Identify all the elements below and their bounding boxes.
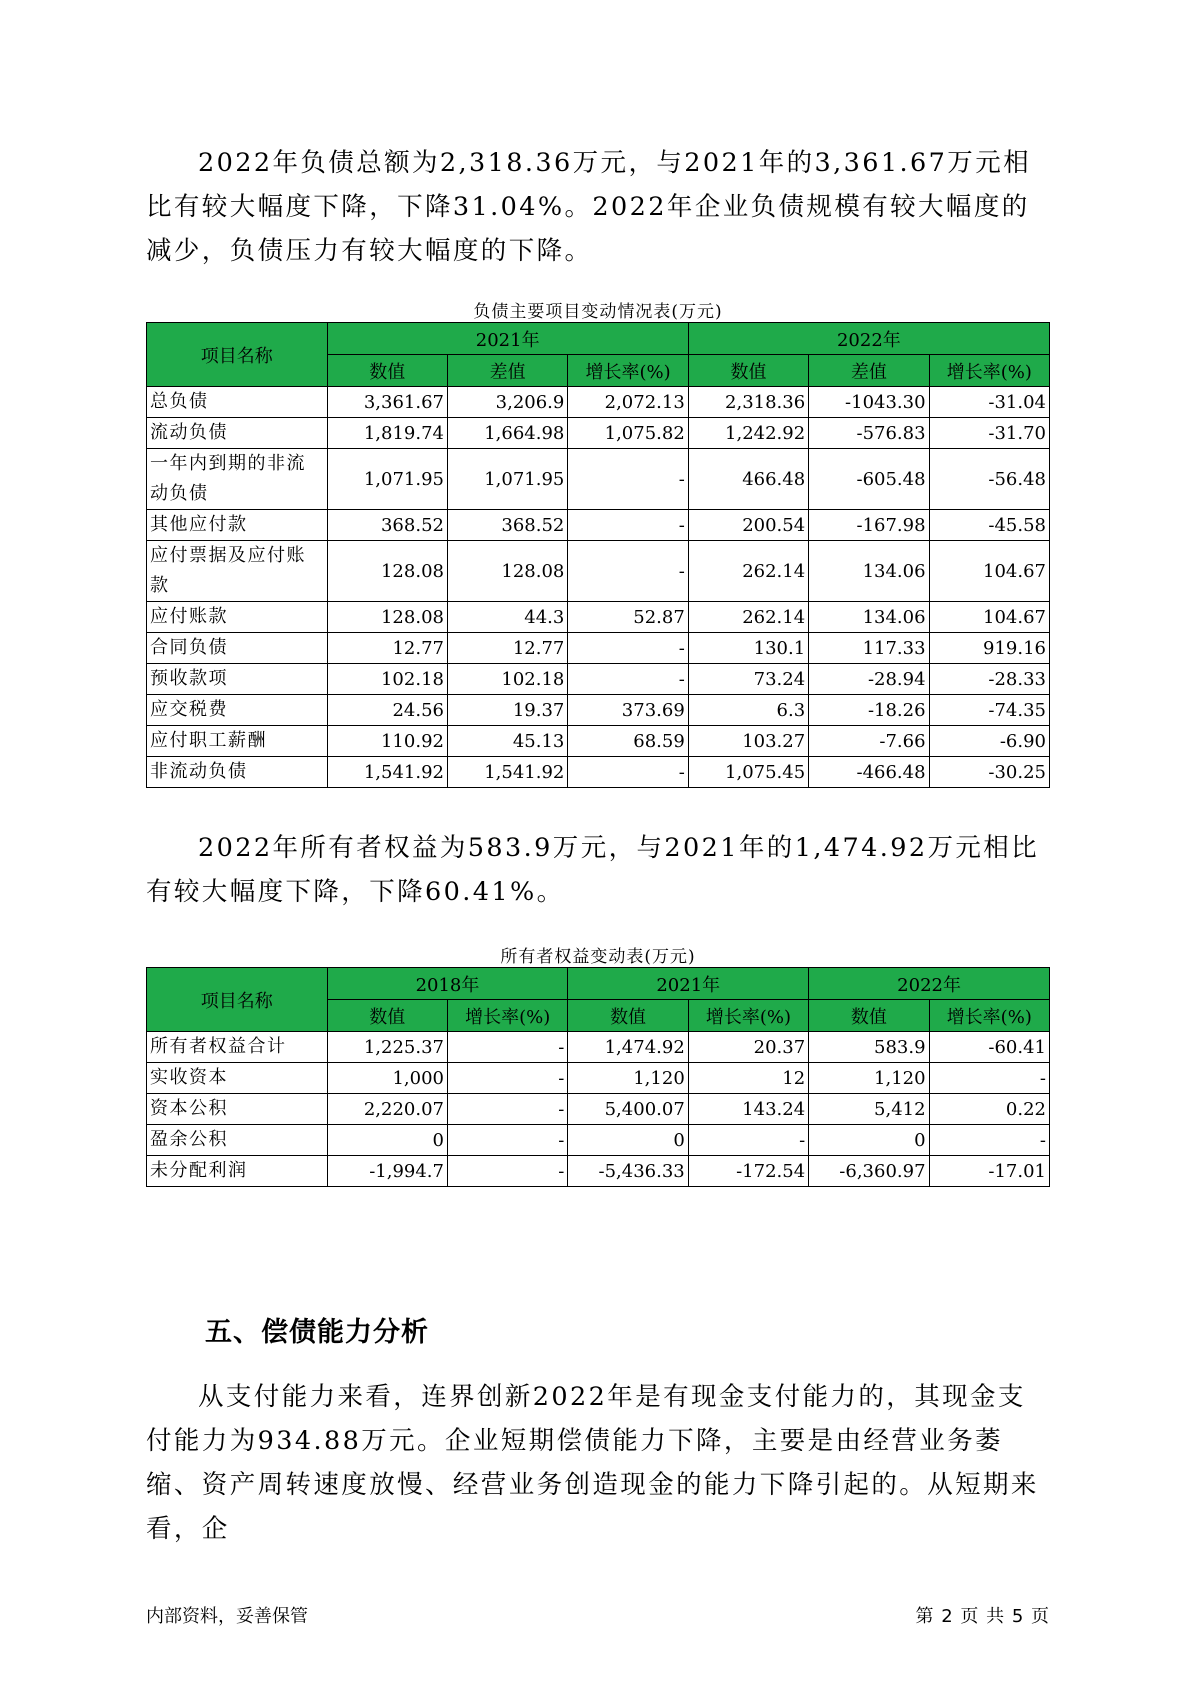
table-cell: 0	[327, 1125, 447, 1156]
table-cell: 1,075.82	[568, 418, 688, 449]
table-cell: -	[568, 541, 688, 602]
row-label: 其他应付款	[147, 510, 328, 541]
value-column-header: 数值	[327, 1000, 447, 1032]
table-row	[147, 541, 1050, 602]
value-column-header: 数值	[809, 1000, 929, 1032]
table-cell: 1,120	[568, 1063, 688, 1094]
table-cell: 12.77	[327, 633, 447, 664]
table-row	[147, 1063, 1050, 1094]
row-label: 总负债	[147, 387, 328, 418]
year-header: 2018年	[327, 968, 568, 1000]
liability-table	[146, 322, 1050, 788]
row-label: 合同负债	[147, 633, 328, 664]
table-cell: 373.69	[568, 695, 688, 726]
table-cell: -17.01	[929, 1156, 1049, 1187]
value-column-header: 数值	[327, 355, 447, 387]
table-cell: -56.48	[929, 449, 1049, 510]
item-name-header: 项目名称	[147, 968, 328, 1032]
table-cell: 12	[688, 1063, 808, 1094]
table-cell: -	[568, 449, 688, 510]
table-cell: 134.06	[809, 541, 929, 602]
table-cell: 143.24	[688, 1094, 808, 1125]
table-cell: 6.3	[688, 695, 808, 726]
table-cell: 368.52	[447, 510, 567, 541]
row-label: 资本公积	[147, 1094, 328, 1125]
table-cell: 110.92	[327, 726, 447, 757]
table-cell: -31.70	[929, 418, 1049, 449]
footer-page-number: 第 2 页 共 5 页	[915, 1606, 1050, 1627]
table-cell: 1,541.92	[447, 757, 567, 788]
table-cell: -466.48	[809, 757, 929, 788]
table-cell: -	[447, 1063, 567, 1094]
table-cell: 5,412	[809, 1094, 929, 1125]
growth-column-header: 增长率(%)	[568, 355, 688, 387]
table-cell: -60.41	[929, 1032, 1049, 1063]
table-cell: 466.48	[688, 449, 808, 510]
table-cell: 0	[568, 1125, 688, 1156]
growth-column-header: 增长率(%)	[688, 1000, 808, 1032]
table-cell: -576.83	[809, 418, 929, 449]
row-label: 应付票据及应付账款	[147, 541, 328, 602]
table-cell: 3,206.9	[447, 387, 567, 418]
table-cell: -45.58	[929, 510, 1049, 541]
table-cell: -74.35	[929, 695, 1049, 726]
table-row	[147, 387, 1050, 418]
table-cell: 5,400.07	[568, 1094, 688, 1125]
table-cell: -	[568, 664, 688, 695]
table-cell: 128.08	[447, 541, 567, 602]
solvency-paragraph: 从支付能力来看，连界创新2022年是有现金支付能力的，其现金支付能力为934.88万元。企业短期偿债能力下降，主要是由经营业务萎缩、资产周转速度放慢、经营业务创造现金的能力下降引起的。从短期来看，企	[146, 1382, 1039, 1544]
table-cell: -7.66	[809, 726, 929, 757]
table-cell: -	[568, 757, 688, 788]
table-cell: -1043.30	[809, 387, 929, 418]
table-cell: 583.9	[809, 1032, 929, 1063]
growth-column-header: 增长率(%)	[447, 1000, 567, 1032]
equity-summary-paragraph: 2022年所有者权益为583.9万元，与2021年的1,474.92万元相比有较大幅度下降，下降60.41%。	[146, 833, 1040, 907]
table-cell: 134.06	[809, 602, 929, 633]
year-header: 2021年	[327, 323, 688, 355]
row-label: 一年内到期的非流动负债	[147, 449, 328, 510]
table-row	[147, 633, 1050, 664]
table-cell: 128.08	[327, 541, 447, 602]
table-cell: 73.24	[688, 664, 808, 695]
table-cell: 0	[809, 1125, 929, 1156]
table-cell: -28.94	[809, 664, 929, 695]
table-cell: 44.3	[447, 602, 567, 633]
table-row	[147, 1032, 1050, 1063]
table-cell: -30.25	[929, 757, 1049, 788]
table-cell: 0.22	[929, 1094, 1049, 1125]
table-cell: 103.27	[688, 726, 808, 757]
table-cell: -1,994.7	[327, 1156, 447, 1187]
table-cell: -605.48	[809, 449, 929, 510]
section-heading: 五、偿债能力分析	[205, 1317, 429, 1348]
table-row	[147, 726, 1050, 757]
growth-column-header: 增长率(%)	[929, 1000, 1049, 1032]
row-label: 应付职工薪酬	[147, 726, 328, 757]
table-cell: 52.87	[568, 602, 688, 633]
table-cell: -	[568, 510, 688, 541]
table-cell: -	[929, 1063, 1049, 1094]
item-name-header: 项目名称	[147, 323, 328, 387]
table-cell: 1,664.98	[447, 418, 567, 449]
table-row	[147, 1125, 1050, 1156]
table-cell: 19.37	[447, 695, 567, 726]
table-row	[147, 1156, 1050, 1187]
table-row	[147, 664, 1050, 695]
table-cell: -	[447, 1125, 567, 1156]
table-cell: -	[447, 1032, 567, 1063]
table-cell: 102.18	[327, 664, 447, 695]
table-cell: 200.54	[688, 510, 808, 541]
table-cell: -	[447, 1156, 567, 1187]
equity-table	[146, 967, 1050, 1187]
row-label: 预收款项	[147, 664, 328, 695]
table-row	[147, 1094, 1050, 1125]
row-label: 流动负债	[147, 418, 328, 449]
year-header: 2022年	[688, 323, 1049, 355]
table-cell: 2,220.07	[327, 1094, 447, 1125]
table-cell: 1,474.92	[568, 1032, 688, 1063]
table-cell: 12.77	[447, 633, 567, 664]
table-cell: -	[929, 1125, 1049, 1156]
table-cell: 68.59	[568, 726, 688, 757]
table-cell: 102.18	[447, 664, 567, 695]
table-row	[147, 757, 1050, 788]
footer-confidential-note: 内部资料，妥善保管	[146, 1606, 308, 1627]
row-label: 应付账款	[147, 602, 328, 633]
table-row	[147, 418, 1050, 449]
table-cell: 3,361.67	[327, 387, 447, 418]
table-cell: 104.67	[929, 602, 1049, 633]
table-cell: 368.52	[327, 510, 447, 541]
table-cell: -172.54	[688, 1156, 808, 1187]
table-cell: -	[447, 1094, 567, 1125]
liability-summary-paragraph: 2022年负债总额为2,318.36万元，与2021年的3,361.67万元相比有较大幅度下降，下降31.04%。2022年企业负债规模有较大幅度的减少，负债压力有较大幅度的下降。	[146, 148, 1032, 266]
row-label: 盈余公积	[147, 1125, 328, 1156]
row-label: 未分配利润	[147, 1156, 328, 1187]
table-cell: 24.56	[327, 695, 447, 726]
table-row	[147, 695, 1050, 726]
table-cell: -	[568, 633, 688, 664]
table-cell: 1,819.74	[327, 418, 447, 449]
table-row	[147, 449, 1050, 510]
table-cell: -167.98	[809, 510, 929, 541]
table-cell: 20.37	[688, 1032, 808, 1063]
row-label: 所有者权益合计	[147, 1032, 328, 1063]
table-cell: 1,120	[809, 1063, 929, 1094]
table-cell: 128.08	[327, 602, 447, 633]
equity-table-caption: 所有者权益变动表(万元)	[500, 947, 696, 967]
table-cell: -5,436.33	[568, 1156, 688, 1187]
diff-column-header: 差值	[809, 355, 929, 387]
table-cell: 1,242.92	[688, 418, 808, 449]
table-cell: 1,075.45	[688, 757, 808, 788]
table-cell: 1,225.37	[327, 1032, 447, 1063]
table-cell: 104.67	[929, 541, 1049, 602]
table-cell: -18.26	[809, 695, 929, 726]
table-row	[147, 602, 1050, 633]
table-cell: 262.14	[688, 541, 808, 602]
table-cell: 262.14	[688, 602, 808, 633]
row-label: 非流动负债	[147, 757, 328, 788]
table-row	[147, 510, 1050, 541]
year-header: 2022年	[809, 968, 1050, 1000]
row-label: 实收资本	[147, 1063, 328, 1094]
table-cell: -	[688, 1125, 808, 1156]
value-column-header: 数值	[568, 1000, 688, 1032]
table-cell: -28.33	[929, 664, 1049, 695]
table-cell: -31.04	[929, 387, 1049, 418]
year-header: 2021年	[568, 968, 809, 1000]
table-cell: -6.90	[929, 726, 1049, 757]
table-cell: 2,072.13	[568, 387, 688, 418]
table-cell: 1,000	[327, 1063, 447, 1094]
table-cell: 919.16	[929, 633, 1049, 664]
table-cell: 45.13	[447, 726, 567, 757]
table-cell: 1,071.95	[447, 449, 567, 510]
table-cell: 1,071.95	[327, 449, 447, 510]
table-cell: 117.33	[809, 633, 929, 664]
diff-column-header: 差值	[447, 355, 567, 387]
table-cell: 130.1	[688, 633, 808, 664]
growth-column-header: 增长率(%)	[929, 355, 1049, 387]
table-cell: 1,541.92	[327, 757, 447, 788]
value-column-header: 数值	[688, 355, 808, 387]
table-cell: 2,318.36	[688, 387, 808, 418]
row-label: 应交税费	[147, 695, 328, 726]
liability-table-caption: 负债主要项目变动情况表(万元)	[473, 302, 723, 322]
table-cell: -6,360.97	[809, 1156, 929, 1187]
